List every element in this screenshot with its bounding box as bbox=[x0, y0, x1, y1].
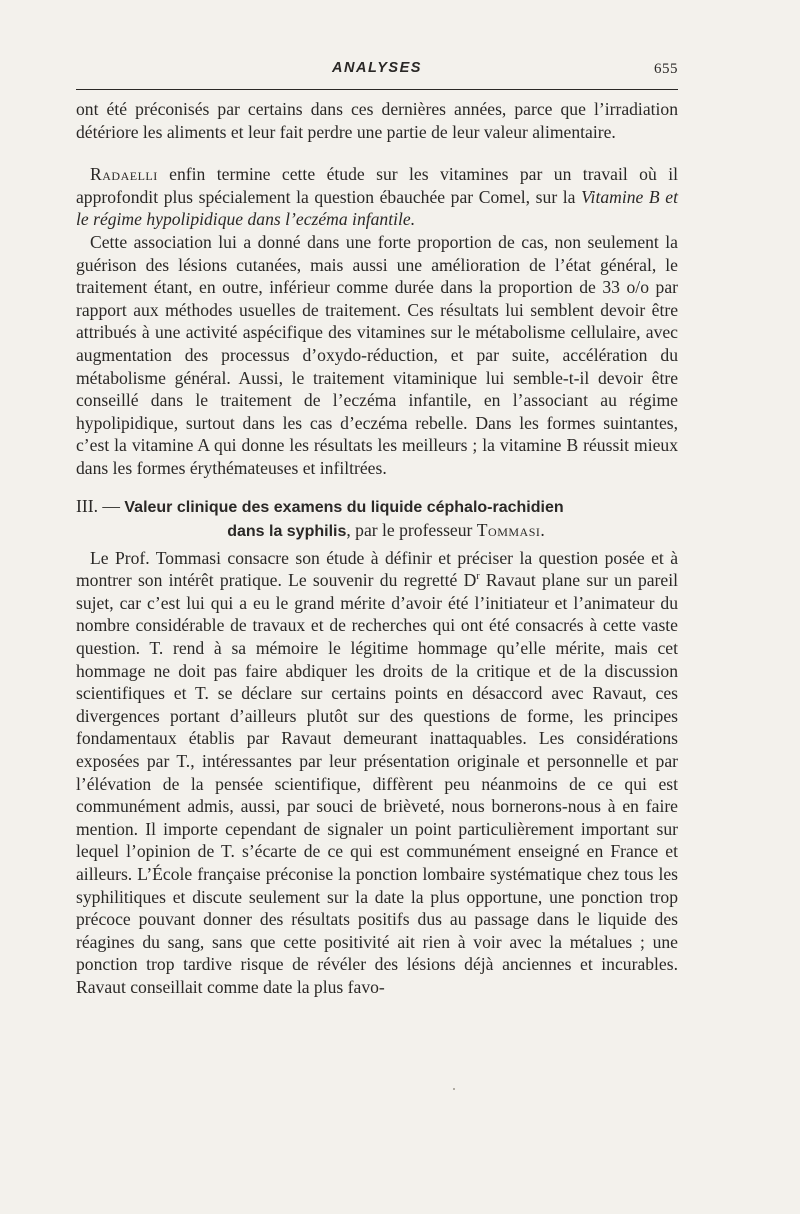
section-title: Valeur clinique des examens du liquide céphalo-rachidien bbox=[124, 498, 564, 516]
paragraph-tommasi bbox=[76, 547, 678, 999]
paragraph-text-a: Le Prof. Tommasi consacre son étude à définir et préciser la question posée et à montrer son intérêt pratique. Le souvenir du regretté D bbox=[76, 547, 678, 591]
header-rule bbox=[76, 89, 678, 90]
superscript: r bbox=[476, 571, 480, 583]
work-title: Vitamine B et le régime hypolipidique dans l’eczéma infantile. bbox=[76, 186, 678, 230]
paragraph-text: enfin termine cette étude sur les vitamines par un travail où il approfondit plus spécialement la question ébauchée par Comel, sur la bbox=[76, 164, 678, 207]
paragraph-radaelli bbox=[76, 163, 678, 231]
page bbox=[76, 60, 678, 999]
section-number: III. — bbox=[76, 495, 125, 516]
section-heading bbox=[76, 495, 678, 544]
section-end: . bbox=[540, 520, 545, 541]
paper-speck bbox=[453, 1088, 455, 1090]
section-heading-line1 bbox=[76, 495, 678, 520]
section-heading-line2 bbox=[76, 519, 678, 544]
author-name: Radaelli bbox=[90, 164, 158, 185]
paragraph-association: Cette association lui a donné dans une forte proportion de cas, non seulement la guérison des lésions cutanées, mais aussi une amélioration de l’état général, le traitement étant, en outre, inférieur comme durée dans la proportion de 33 o/o par rapport aux méthodes usuelles de traitement. Ces résultats lui semblent devoir être attribués à une activité aspécifique des vitamines sur le métabolisme cellulaire, avec augmentation des processus d’oxydo-réduction, et par suite, accélération du métabolisme général. Aussi, le traitement vitaminique lui semble-t-il devoir être conseillé dans le traitement de l’eczéma infantile, en l’associant au régime hypolipidique, surtout dans les cas d’eczéma rebelle. Dans les formes suintantes, c’est la vitamine A qui donne les résultats les meilleurs ; la vitamine B réussit mieux dans les formes érythémateuses et infiltrées. bbox=[76, 231, 678, 478]
page-number: 655 bbox=[654, 61, 678, 77]
section-title-cont: dans la syphilis bbox=[227, 523, 347, 541]
running-head bbox=[76, 60, 678, 86]
section-byline: , par le professeur bbox=[346, 520, 477, 541]
article-body bbox=[76, 86, 678, 999]
section-author: Tommasi bbox=[476, 520, 541, 541]
header-title: ANALYSES bbox=[332, 60, 422, 76]
paragraph-text-b: Ravaut plane sur un pareil sujet, car c’est lui qui a eu le grand mérite d’avoir été l’initiateur et l’animateur du nombre considérable de travaux et de recherches qui ont été consacrés à cette vaste question. T. rend à sa mémoire le légitime hommage qu’elle mérite, mais cet hommage ne doit pas faire abdiquer les droits de la critique et de la discussion scientifiques et T. se déclare sur certains points en désaccord avec Ravaut, ces divergences portant d’ailleurs plutôt sur des questions de forme, les principes fondamentaux établis par Ravaut demeurant inattaquables. Les considérations exposées par T., intéressantes par leur présentation originale et personnelle et par l’élévation de la pensée scientifique, diffèrent peu néanmoins de ce qui est communément admis, aussi, par souci de brièveté, nous bornerons-nous à en faire mention. Il importe cependant de signaler un point particulièrement important sur lequel l’opinion de T. s’écarte de ce qui est communément enseigné en France et ailleurs. L’École française préconise la ponction lombaire systématique chez tous les syphilitiques et discute seulement sur la date la plus opportune, une ponction trop précoce pouvant donner des résultats positifs dus au passage dans le liquide des réagines du sang, sans que cette positivité ait rien à voir avec la métalues ; une ponction trop tardive risque de révéler des lésions déjà anciennes et incurables. Ravaut conseillait comme date la plus favo- bbox=[76, 570, 679, 997]
paragraph-continued: ont été préconisés par certains dans ces dernières années, parce que l’irradiation détériore les aliments et leur fait perdre une partie de leur valeur alimentaire. bbox=[76, 99, 678, 142]
